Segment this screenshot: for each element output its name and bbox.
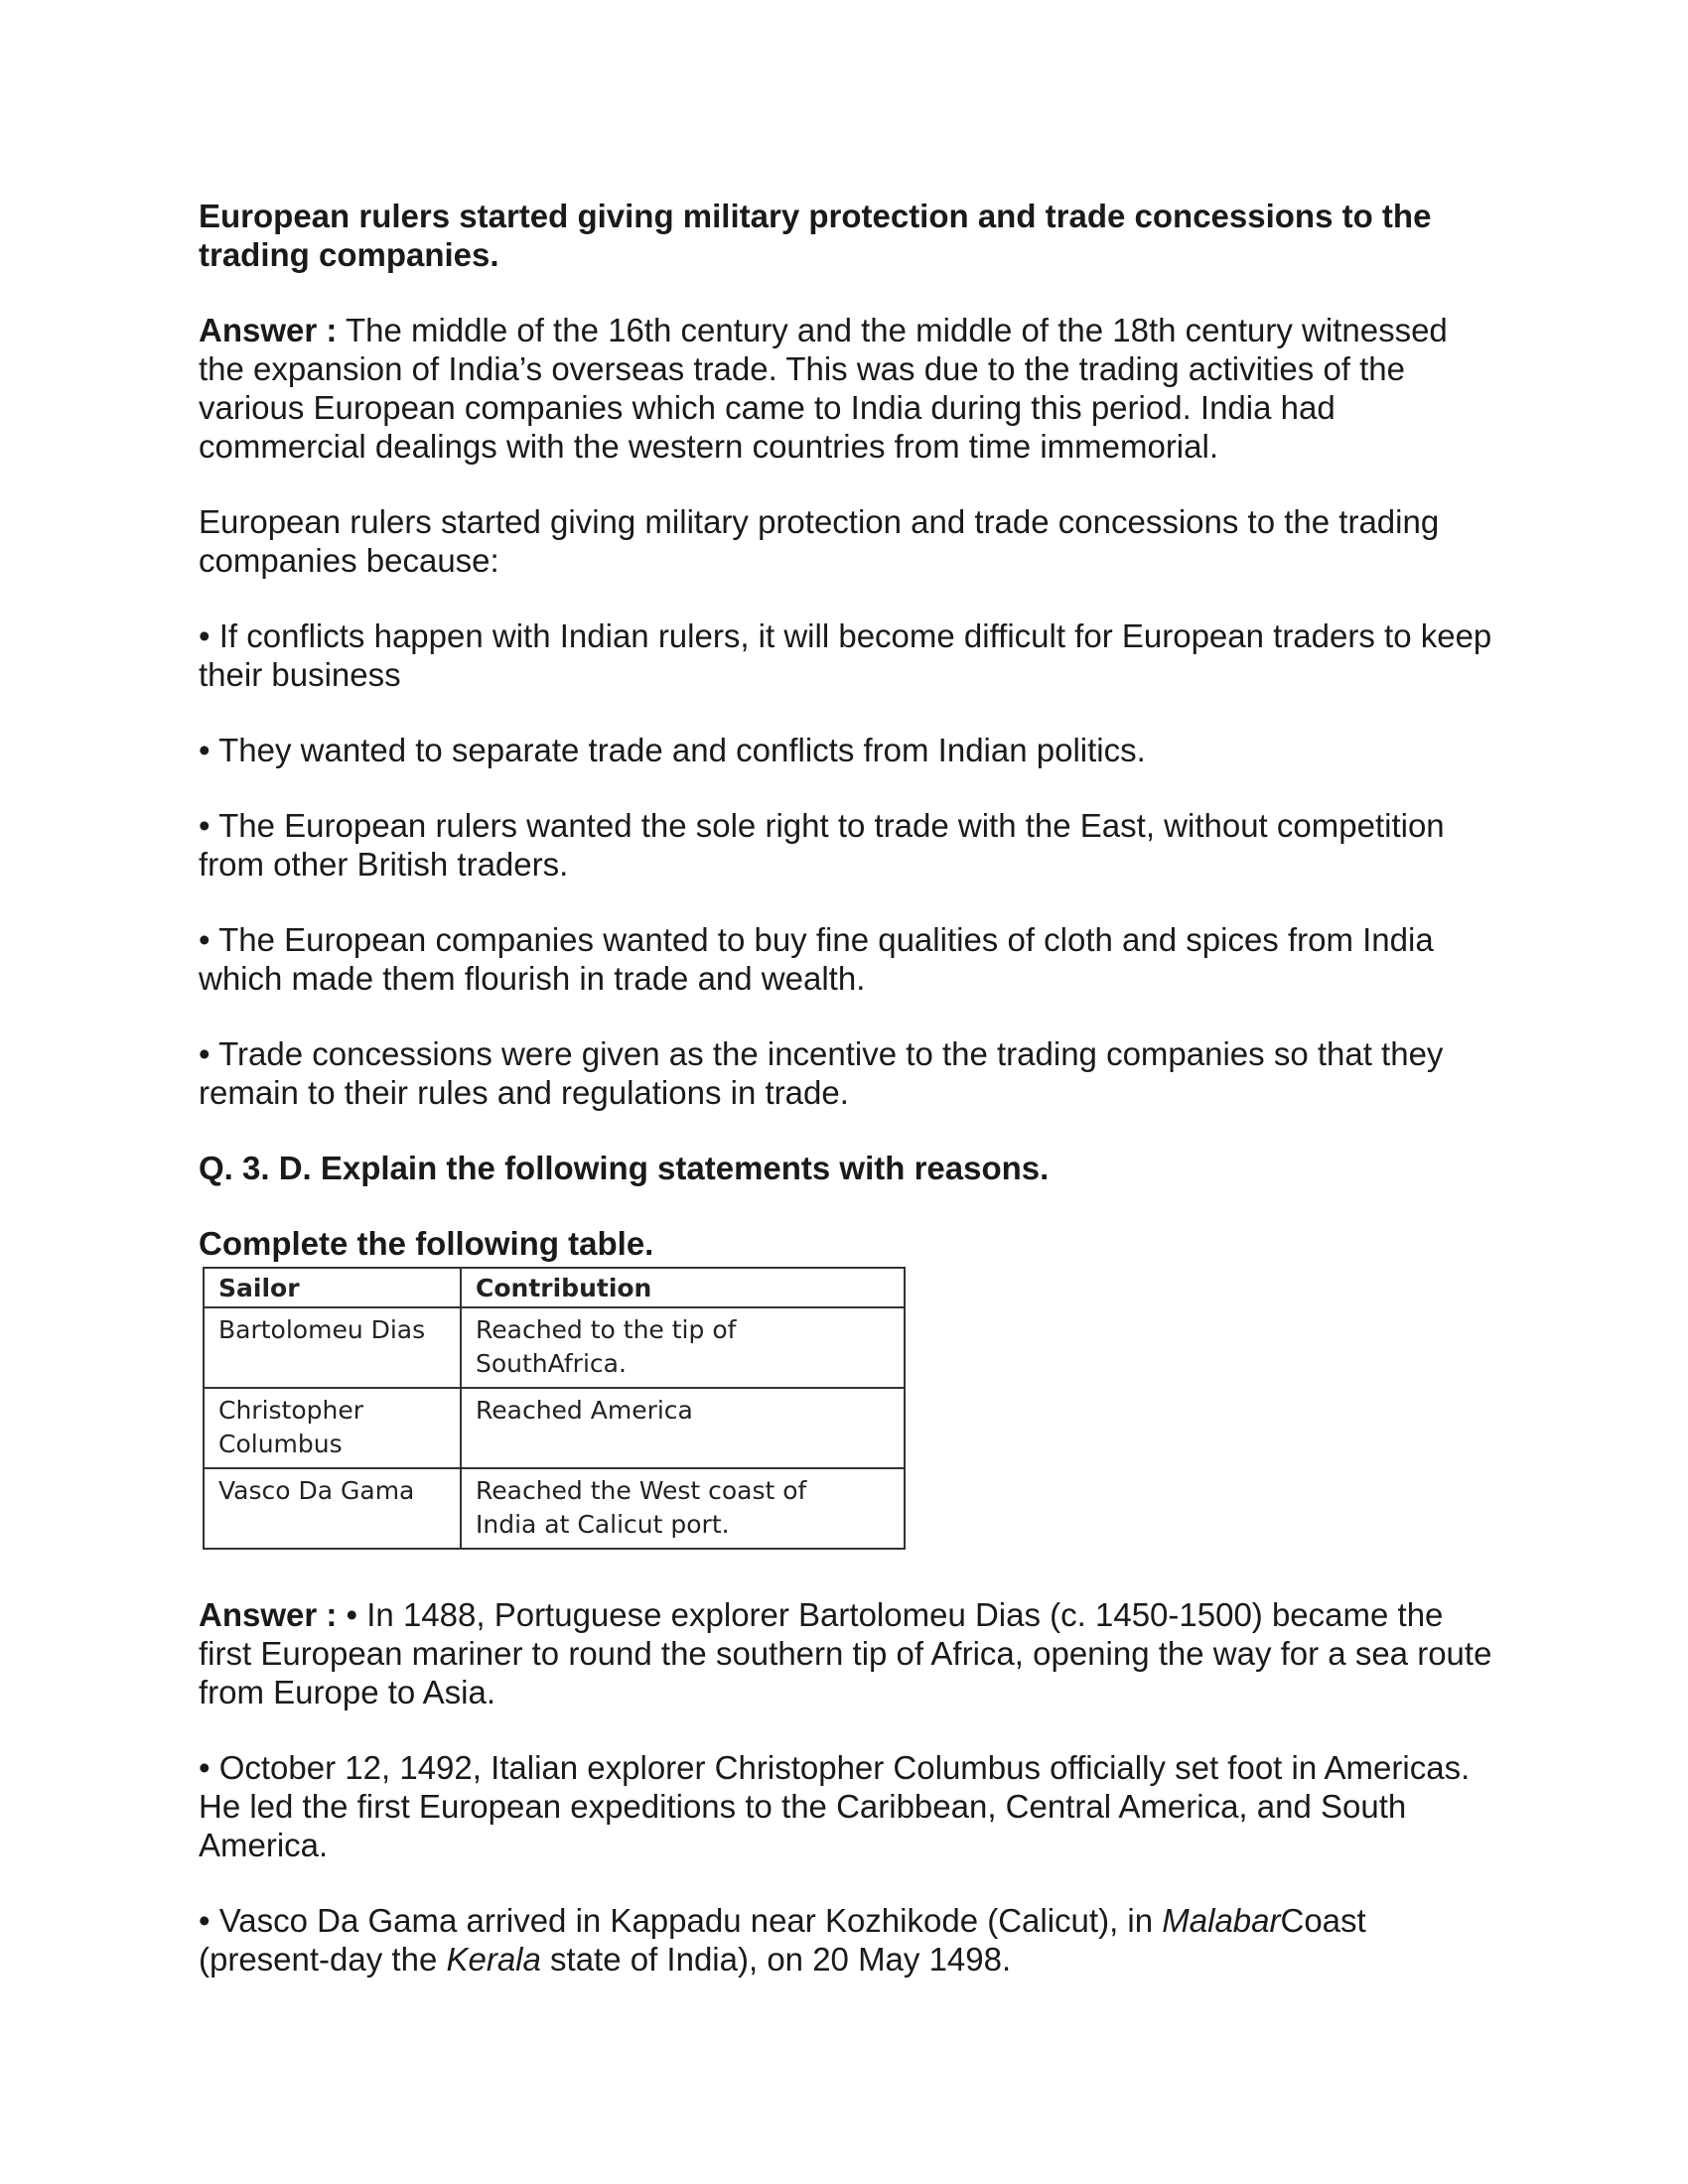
answer-label: Answer :: [199, 312, 338, 348]
table-row: [204, 1388, 905, 1468]
columbus-point: • October 12, 1492, Italian explorer Christopher Columbus officially set foot in Americas. He led the first European expeditions to the Caribbean, Central America, and South America.: [199, 1749, 1471, 1863]
answer-paragraph-2: [199, 1595, 1499, 1711]
table-header-row: [204, 1268, 905, 1307]
reason-item: • Trade concessions were given as the incentive to the trading companies so that they remain to their rules and regulations in trade.: [199, 1035, 1444, 1111]
reason-item: • If conflicts happen with Indian rulers, it will become difficult for European traders to keep their business: [199, 617, 1492, 693]
sailor-table: [203, 1267, 906, 1550]
contribution-text: Reached the West coast of India at Calicut port.: [476, 1476, 807, 1539]
table-heading: Complete the following table.: [199, 1225, 654, 1262]
vasco-text-part: Coast (present-day the: [199, 1902, 1366, 1978]
sailor-name: Christopher Columbus: [218, 1396, 364, 1458]
sailor-cell: Bartolomeu Dias: [204, 1307, 461, 1388]
contribution-cell: [461, 1468, 905, 1549]
column-header-contribution: Contribution: [461, 1268, 905, 1307]
contribution-cell: Reached to the tip of SouthAfrica.: [461, 1307, 905, 1388]
reason-item: • The European rulers wanted the sole right to trade with the East, without competition from other British traders.: [199, 807, 1445, 883]
malabar-italic: Malabar: [1162, 1902, 1281, 1939]
vasco-text-part: state of India), on 20 May 1498.: [540, 1941, 1012, 1978]
answer-text: • In 1488, Portuguese explorer Bartolomeu Dias (c. 1450-1500) became the first European mariner to round the southern tip of Africa, opening the way for a sea route from Europe to Asia.: [199, 1596, 1492, 1710]
sailor-cell: Vasco Da Gama: [204, 1468, 461, 1549]
reason-item: • The European companies wanted to buy fine qualities of cloth and spices from India which made them flourish in trade and wealth.: [199, 921, 1434, 997]
table-row: [204, 1468, 905, 1549]
reasons-intro: European rulers started giving military protection and trade concessions to the trading companies because:: [199, 503, 1440, 579]
section-heading: European rulers started giving military protection and trade concessions to the trading companies.: [199, 198, 1432, 273]
reason-item: • They wanted to separate trade and conflicts from Indian politics.: [199, 732, 1146, 768]
question-heading: Q. 3. D. Explain the following statements with reasons.: [199, 1150, 1050, 1186]
document-page: [199, 197, 1499, 1979]
sailor-cell: [204, 1388, 461, 1468]
vasco-text-part: • Vasco Da Gama arrived in Kappadu near Kozhikode (Calicut), in: [199, 1902, 1163, 1939]
answer-label: Answer :: [199, 1596, 338, 1633]
answer-paragraph-1: [199, 311, 1499, 466]
kerala-italic: Kerala: [446, 1941, 541, 1978]
vasco-point: [199, 1901, 1499, 1979]
table-row: [204, 1307, 905, 1388]
column-header-sailor: Sailor: [204, 1268, 461, 1307]
contribution-cell: Reached America: [461, 1388, 905, 1468]
answer-text: The middle of the 16th century and the middle of the 18th century witnessed the expansion of India’s overseas trade. This was due to the trading activities of the various European companies which came to India during this period. India had commercial dealings with the western countries from time immemorial.: [199, 312, 1448, 465]
